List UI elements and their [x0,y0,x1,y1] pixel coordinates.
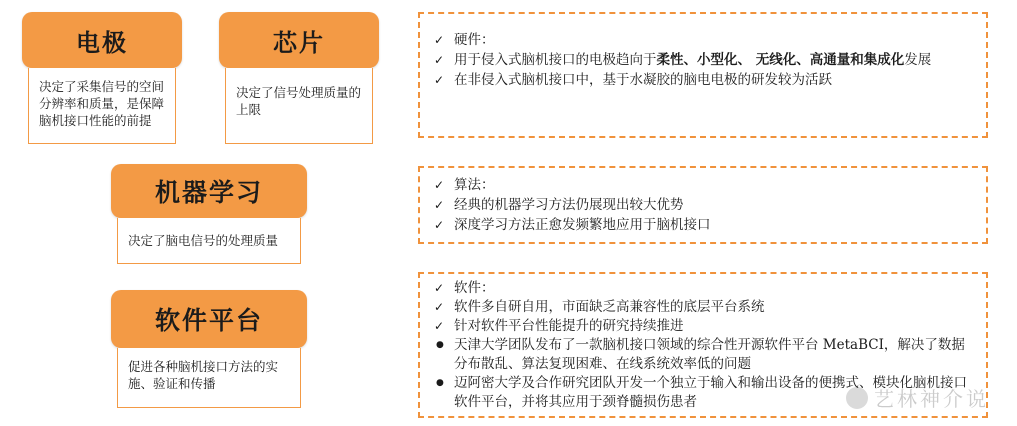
algorithm-line2: 深度学习方法正愈发频繁地应用于脑机接口 [454,217,711,233]
card-electrode-title: 电极 [22,12,182,68]
hardware-line1-bold: 柔性、小型化、 无线化、高通量和集成化 [656,52,905,68]
software-line4: 迈阿密大学及合作研究团队开发一个独立于输入和输出设备的便携式、模块化脑机接口软件平台，并将其应用于颈脊髓损伤患者 [454,375,967,410]
check-icon: ✓ [434,53,445,67]
check-icon: ✓ [434,73,445,87]
panel-hardware [418,12,988,138]
watermark-text: 艺林神介说 [874,387,989,411]
hardware-heading: 硬件： [454,32,495,48]
software-line2-row [434,317,972,336]
card-electrode [22,12,182,144]
hardware-line2: 在非侵入式脑机接口中，基于水凝胶的脑电电极的研发较为活跃 [454,72,832,88]
card-sw-desc: 促进各种脑机接口方法的实施、验证和传播 [117,348,301,408]
software-line1-row [434,298,972,317]
hardware-line1-pre: 用于侵入式脑机接口的电极趋向于 [454,52,657,68]
software-heading-row [434,279,972,298]
watermark-logo-icon [846,387,868,409]
card-sw-title: 软件平台 [111,290,307,348]
check-icon: ✓ [434,33,445,47]
check-icon: ✓ [434,218,445,232]
check-icon: ✓ [434,198,445,212]
software-line3: 天津大学团队发布了一款脑机接口领域的综合性开源软件平台 MetaBCI，解决了数据分布散乱、算法复现困难、在线系统效率低的问题 [454,337,965,372]
card-ml-desc: 决定了脑电信号的处理质量 [117,218,301,264]
software-line1: 软件多自研自用，市面缺乏高兼容性的底层平台系统 [454,299,765,315]
card-chip-title: 芯片 [219,12,379,68]
check-icon: ✓ [434,178,445,192]
hardware-line1 [454,50,972,70]
algorithm-line1-row [434,195,972,215]
algorithm-line1: 经典的机器学习方法仍展现出较大优势 [454,197,684,213]
bullet-icon: ● [436,340,444,350]
card-software-platform [111,290,307,408]
hardware-line2-row [434,70,972,90]
hardware-line1-row [434,50,972,70]
check-icon: ✓ [434,281,445,295]
bullet-icon: ● [436,378,444,388]
panel-algorithm [418,166,988,244]
card-chip-desc: 决定了信号处理质量的上限 [225,68,373,144]
card-electrode-desc: 决定了采集信号的空间分辨率和质量，是保障脑机接口性能的前提 [28,68,176,144]
hardware-line1-post: 发展 [904,52,932,68]
card-ml-title: 机器学习 [111,164,307,218]
card-chip [219,12,379,144]
hardware-heading-row [434,30,972,50]
algorithm-heading: 算法： [454,177,495,193]
software-line2: 针对软件平台性能提升的研究持续推进 [454,318,684,334]
card-machine-learning [111,164,307,264]
software-line3-row [434,336,972,374]
check-icon: ✓ [434,319,445,333]
algorithm-line2-row [434,215,972,235]
software-heading: 软件： [454,280,495,296]
check-icon: ✓ [434,300,445,314]
algorithm-heading-row [434,175,972,195]
watermark [846,383,989,412]
